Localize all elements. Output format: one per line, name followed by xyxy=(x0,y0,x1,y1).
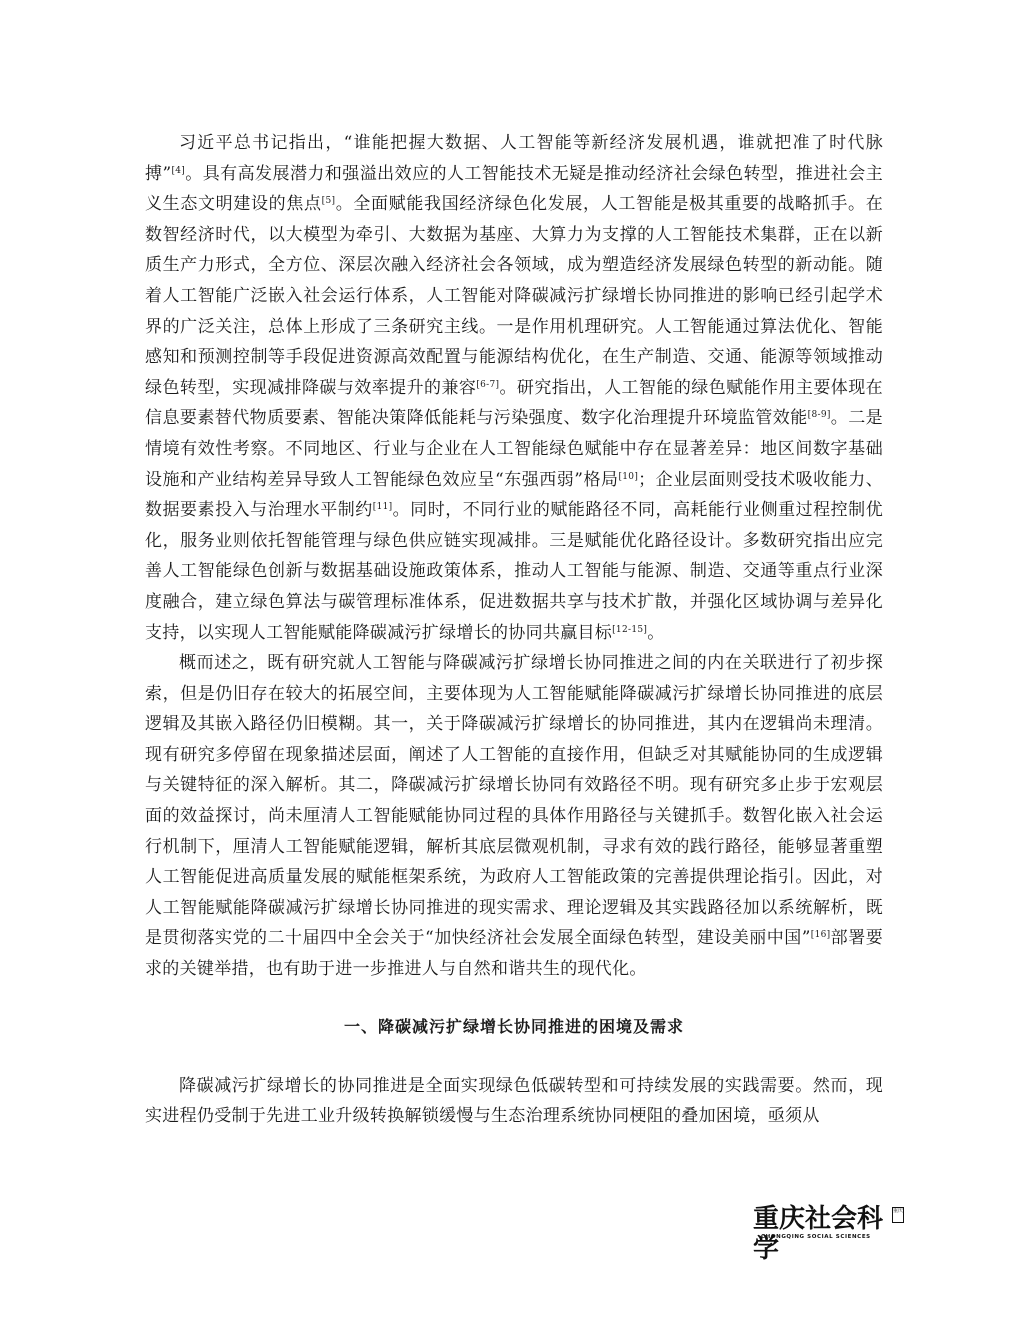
section-heading: 一、降碳减污扩绿增长协同推进的困境及需求 xyxy=(343,1016,684,1036)
paragraph-summary xyxy=(145,648,883,985)
journal-logo xyxy=(753,1204,904,1264)
text-run: 。研究指出，人工智能的绿色赋能作用主要体现在信息要素替代物质要素、智能决策降低能耗与污染强度、数字化治理提升环境监管效能 xyxy=(145,377,883,429)
text-run: 部署要求的关键举措，也有助于进一步推进人与自然和谐共生的现代化。 xyxy=(145,928,883,980)
text-run: 降碳减污扩绿增长的协同推进是全面实现绿色低碳转型和可持续发展的实践需要。然而，现实进程仍受制于先进工业升级转换解锁缓慢与生态治理系统协同梗阻的叠加困境，亟须从 xyxy=(145,1075,883,1127)
citation-ref: [8-9] xyxy=(807,410,831,421)
text-run: 习近平总书记指出，“谁能把握大数据、人工智能等新经济发展机遇，谁就把准了时代脉搏” xyxy=(145,133,883,184)
text-run: 概而述之，既有研究就人工智能与降碳减污扩绿增长协同推进之间的内在关联进行了初步探索，但是仍旧存在较大的拓展空间，主要体现为人工智能赋能降碳减污扩绿增长协同推进的底层逻辑及其嵌入路径仍旧模糊。其一，关于降碳减污扩绿增长的协同推进，其内在逻辑尚未理清。现有研究多停留在现象描述层面，阐述了人工智能的直接作用，但缺乏对其赋能协同的生成逻辑与关键特征的深入解析。其二，降碳减污扩绿增长协同有效路径不明。现有研究多止步于宏观层面的效益探讨，尚未厘清人工智能赋能协同过程的具体作用路径与关键抓手。数智化嵌入社会运行机制下，厘清人工智能赋能逻辑，解析其底层微观机制，寻求有效的践行路径，能够显著重塑人工智能促进高质量发展的赋能框架系统，为政府人工智能政策的完善提供理论指引。因此，对人工智能赋能降碳减污扩绿增长协同推进的现实需求、理论逻辑及其实践路径加以系统解析，既是贯彻落实党的二十届四中全会关于“加快经济社会发展全面绿色转型，建设美丽中国” xyxy=(145,653,883,949)
article-body xyxy=(145,128,883,1132)
logo-title: 重庆社会科学 xyxy=(753,1204,884,1264)
text-run: 。 xyxy=(647,622,665,643)
paragraph-intro xyxy=(145,128,883,648)
text-run: 。同时，不同行业的赋能路径不同，高耗能行业侧重过程控制优化，服务业则依托智能管理与绿色供应链实现减排。三是赋能优化路径设计。多数研究指出应完善人工智能绿色创新与数据基础设施政策体系，推动人工智能与能源、制造、交通等重点行业深度融合，建立绿色算法与碳管理标准体系，促进数据共享与技术扩散，并强化区域协调与差异化支持，以实现人工智能赋能降碳减污扩绿增长的协同共赢目标 xyxy=(145,500,883,643)
text-run: ；企业层面则受技术吸收能力、数据要素投入与治理水平制约 xyxy=(145,469,883,521)
text-run: 。全面赋能我国经济绿色化发展，人工智能是极其重要的战略抓手。在数智经济时代，以大模型为牵引、大数据为基座、大算力为支撑的人工智能技术集群，正在以新质生产力形式，全方位、深层次融入经济社会各领域，成为塑造经济发展绿色转型的新动能。随着人工智能广泛嵌入社会运行体系，人工智能对降碳减污扩绿增长协同推进的影响已经引起学术界的广泛关注，总体上形成了三条研究主线。一是作用机理研究。人工智能通过算法优化、智能感知和预测控制等手段促进资源高效配置与能源结构优化，在生产制造、交通、能源等领域推动绿色转型，实现减排降碳与效率提升的兼容 xyxy=(145,194,883,398)
seal-icon: 重庆 xyxy=(892,1207,904,1223)
citation-ref: [12-15] xyxy=(612,624,648,635)
paragraph-section-intro xyxy=(145,1071,883,1132)
citation-ref: [11] xyxy=(372,502,393,513)
citation-ref: [6-7] xyxy=(476,379,500,390)
text-run: 。具有高发展潜力和强溢出效应的人工智能技术无疑是推动经济社会绿色转型，推进社会主义生态文明建设的焦点 xyxy=(145,163,884,215)
citation-ref: [5] xyxy=(321,196,336,207)
text-run: 。二是情境有效性考察。不同地区、行业与企业在人工智能绿色赋能中存在显著差异：地区间数字基础设施和产业结构差异导致人工智能绿色效应呈“东强西弱”格局 xyxy=(145,408,883,490)
citation-ref: [16] xyxy=(810,930,831,941)
citation-ref: [4] xyxy=(171,165,186,176)
citation-ref: [10] xyxy=(618,471,639,482)
logo-subtitle: CHONGQING SOCIAL SCIENCES xyxy=(761,1234,871,1240)
